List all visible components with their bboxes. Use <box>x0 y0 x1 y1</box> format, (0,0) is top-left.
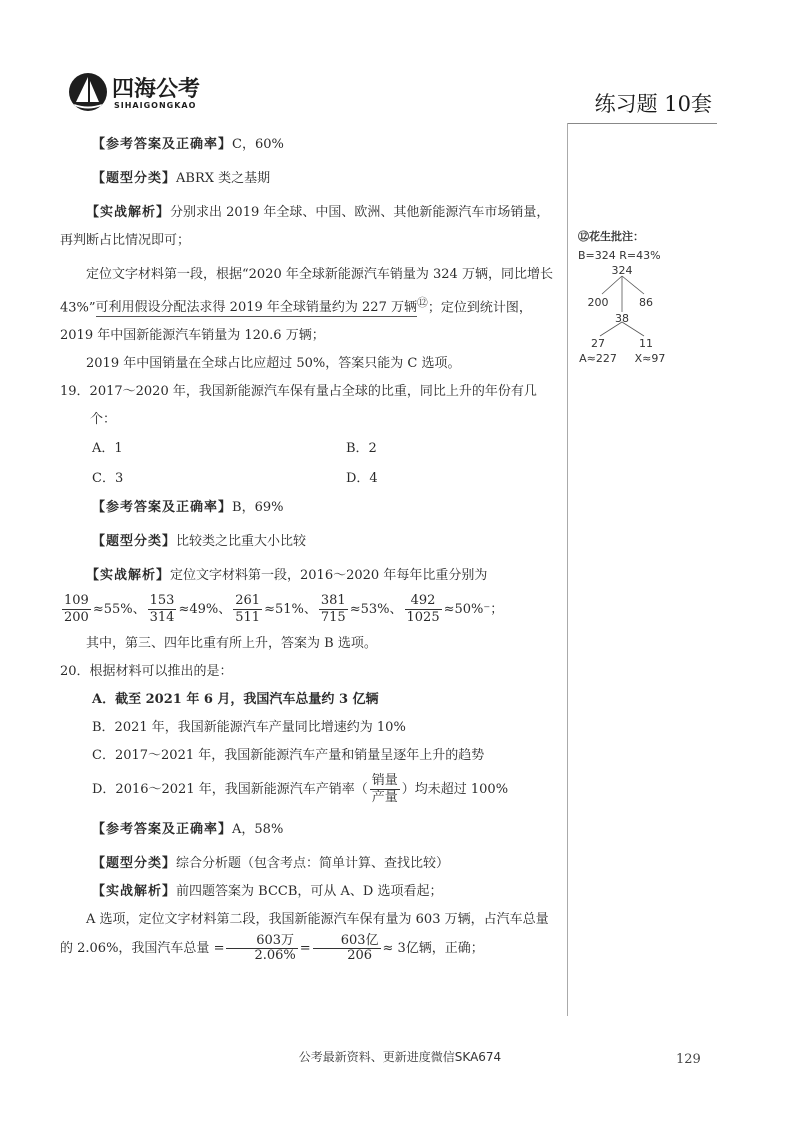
q19-option-c: C．3 <box>92 471 124 487</box>
q20-paragraph-2: A 选项，定位文字材料第二段，我国新能源汽车保有量为 603 万辆，占汽车总量的 2.06%，我国汽车总量 = $\frac{\text{603万}}{2.06\%}$ = $\frac{\text{603亿}}{206}$ ≈ 3亿辆，正确； <box>60 912 549 964</box>
q19-type <box>60 528 558 556</box>
note-tree-diagram <box>578 264 688 364</box>
fraction-result: ≈53%、 <box>349 602 403 618</box>
tree-node-left: 200 <box>587 296 609 309</box>
type-label: 【题型分类】 <box>92 534 177 550</box>
analysis-label: 【实战解析】 <box>86 205 171 220</box>
fraction: $\frac{153}{314}$ <box>149 593 175 626</box>
fraction-result: ≈49%、 <box>178 602 232 618</box>
q19-option-b: B．2 <box>346 441 377 457</box>
q19-options <box>60 434 558 494</box>
tree-node-right: 86 <box>639 296 653 309</box>
q19-answer <box>60 494 558 522</box>
type-label: 【题型分类】 <box>92 856 177 872</box>
q19-option-a: A．1 <box>92 441 123 457</box>
fraction-result: ≈51%、 <box>264 602 317 618</box>
q20-option-c: C．2017～2021 年，我国新能源汽车产量和销量呈逐年上升的趋势 <box>92 748 485 764</box>
q20-option-b: B．2021 年，我国新能源汽车产量同比增速约为 10% <box>92 720 406 736</box>
logo-subtitle: SIHAIGONGKAO <box>114 101 197 110</box>
analysis-label: 【实战解析】 <box>92 884 177 900</box>
fraction-result: ≈50%⁻； <box>443 602 504 618</box>
publisher-logo <box>68 70 208 116</box>
q18-type-value: ABRX 类之基期 <box>176 171 271 186</box>
q19-analysis <box>60 562 558 590</box>
fraction: $\frac{109}{200}$ <box>64 593 89 626</box>
logo-name: 四海公考 <box>112 77 201 102</box>
answer-label: 【参考答案及正确率】 <box>92 822 233 838</box>
note-header-line: B=324 R=43% <box>578 249 661 262</box>
q18-underlined-phrase: 可利用假设分配法求得 2019 年全球销量约为 227 万辆 <box>95 300 417 316</box>
tree-result-a: A≈227 <box>579 352 617 364</box>
fraction: $\frac{261}{511}$ <box>235 593 261 626</box>
q19-answer-value: B，69% <box>232 500 284 516</box>
column-divider <box>567 123 568 1016</box>
q20-type-value: 综合分析题（包含考点：简单计算、查找比较） <box>176 856 450 872</box>
q18-analysis <box>60 199 558 255</box>
fraction-result: ≈55%、 <box>92 602 146 618</box>
header-rule <box>567 123 717 124</box>
q18-paragraph-2 <box>60 261 558 350</box>
page-title: 练习题 10套 <box>594 92 712 116</box>
fraction: $\frac{\text{销量}}{\text{产量}}$ <box>371 773 398 806</box>
q20-option-d: D．2016～2021 年，我国新能源汽车产销率（ $\frac{\text{销量}}{\text{产量}}$ ）均未超过 100% <box>92 773 509 806</box>
q20-option-a: A．截至 2021 年 6 月，我国汽车总量约 3 亿辆 <box>92 692 379 708</box>
fraction: $\frac{381}{715}$ <box>320 593 346 626</box>
q20-type <box>60 850 558 878</box>
q19-option-d: D．4 <box>346 471 378 487</box>
q20-answer-value: A，58% <box>232 822 284 838</box>
q20-answer <box>60 816 558 844</box>
tree-node-sub-left: 27 <box>591 337 605 350</box>
q18-answer-value: C，60% <box>232 137 284 152</box>
q20-analysis <box>60 878 558 906</box>
tree-node-total: 324 <box>611 264 633 277</box>
fraction: $\frac{\text{603亿}}{206}$ <box>313 934 381 963</box>
q19-stem: 19．2017～2020 年，我国新能源汽车保有量占全球的比重，同比上升的年份有几个： <box>60 384 537 428</box>
q19-conclusion: 其中，第三、四年比重有所上升，答案为 B 选项。 <box>86 636 377 652</box>
tree-result-x: X≈97 <box>634 352 666 364</box>
q20-stem: 20．根据材料可以推出的是： <box>60 664 233 680</box>
q18-p2-text-end: ；定位到统计图，2019 年中国新能源汽车销量为 120.6 万辆； <box>60 300 532 344</box>
fraction: $\frac{\text{603万}}{2.06\%}$ <box>226 934 297 963</box>
footer-text: 公考最新资料、更新进度微信SKA674 <box>298 1050 502 1064</box>
q19-analysis-text: 定位文字材料第一段，2016～2020 年每年比重分别为 <box>170 568 488 584</box>
note-title: ⑫花生批注： <box>578 230 644 243</box>
fraction: $\frac{492}{1025}$ <box>406 593 440 626</box>
note-marker: ⑫ <box>416 296 428 309</box>
q18-p2-text: 定位文字材料第一段，根据“2020 年全球新能源汽车销量为 324 万辆，同比增长 43%” <box>60 267 553 316</box>
q19-fraction-row <box>60 590 558 630</box>
answer-label: 【参考答案及正确率】 <box>92 137 233 152</box>
tree-node-mid: 38 <box>615 312 629 325</box>
q18-type <box>60 165 558 193</box>
sail-emblem-icon <box>68 72 108 112</box>
page-number: 129 <box>676 1052 701 1067</box>
tree-node-sub-right: 11 <box>639 337 653 350</box>
analysis-label: 【实战解析】 <box>86 568 171 584</box>
q19-type-value: 比较类之比重大小比较 <box>176 534 307 550</box>
main-column <box>60 131 558 963</box>
answer-label: 【参考答案及正确率】 <box>92 500 233 516</box>
q18-conclusion: 2019 年中国销量在全球占比应超过 50%，答案只能为 C 选项。 <box>86 356 461 372</box>
q18-answer <box>60 131 558 159</box>
q18-analysis-text: 分别求出 2019 年全球、中国、欧洲、其他新能源汽车市场销量，再判断占比情况即可； <box>60 205 550 248</box>
type-label: 【题型分类】 <box>92 171 177 186</box>
q20-analysis-text: 前四题答案为 BCCB，可从 A、D 选项看起； <box>176 884 443 900</box>
